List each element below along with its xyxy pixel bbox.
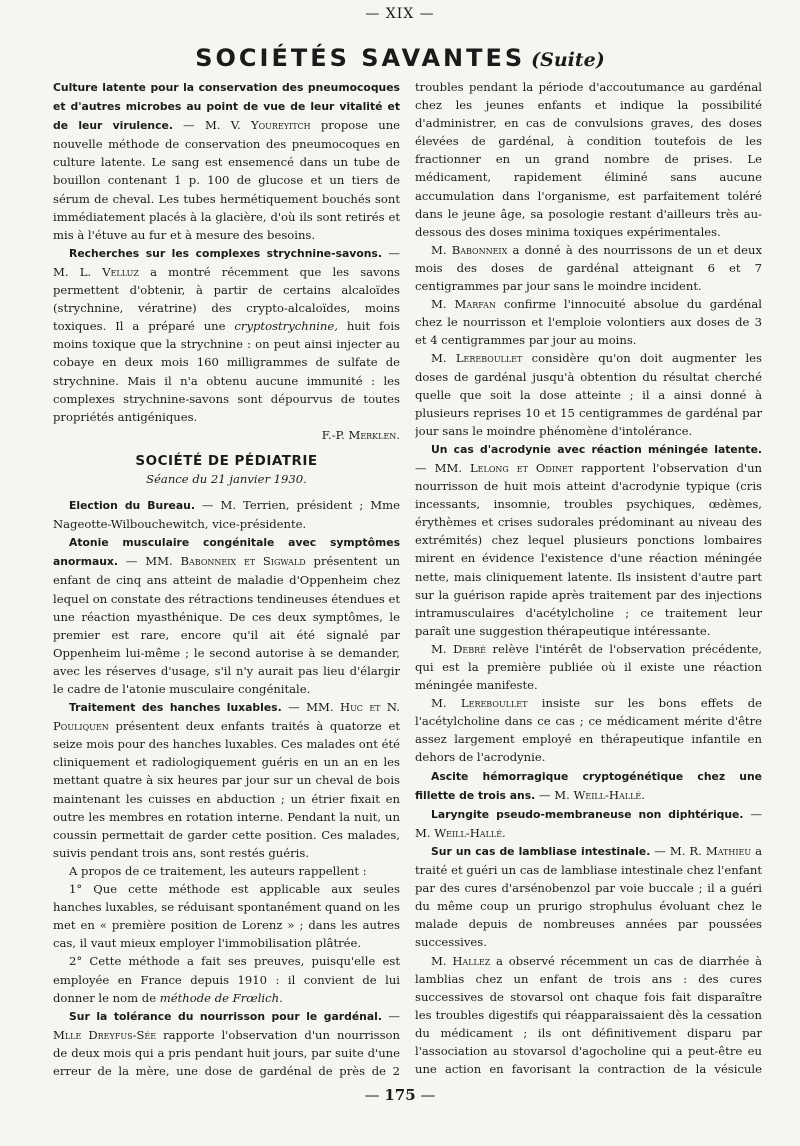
entry-author: MM. Huc et N. Pouliquen — [53, 700, 400, 734]
entry-author: M. Weill-Hallé. — [415, 825, 506, 840]
entry-election-bureau: Election du Bureau. — M. Terrien, président ; Mme Nageotte-Wilbouchewitch, vice-présidente. — [53, 498, 400, 532]
section-title: SOCIÉTÉ DE PÉDIATRIE — [135, 452, 318, 469]
entry-author: M. V. Youreyitch — [204, 118, 311, 133]
entry-heading: Sur un cas de lambliase intestinale. — [431, 844, 651, 858]
entry-text: relève l'intérêt de l'observation précédente, qui est la première publiée où il existe une réaction méningée manifeste. — [415, 641, 762, 693]
roman-folio: — XIX — — [365, 6, 435, 22]
entry-text: 2° Cette méthode a fait ses preuves, puisqu'elle est employée en France depuis 1910 : il convient de lui donner le nom de — [53, 954, 400, 1005]
entry-text: a traité et guéri un cas de lambliase intestinale chez l'enfant par des cures d'arsénobenzol par voie buccale ; il a guéri du même coup un prurigo strophulus évoluant chez le malade depuis de nombreuses années par poussées successives. — [415, 843, 762, 950]
entry-italic-term: cryptostrychnine, — [234, 319, 338, 334]
entry-text: présentent un enfant de cinq ans atteint de maladie d'Oppenheim chez lequel on constate des rétractions tendineuses étendues et une réaction myasthénique. De ces deux symptômes, le premier est rare, encore qu'il ait été signalé par Oppenheim lui-même ; le second autorise à se demander, avec les réserves d'usage, s'il n'y aurait pas lieu d'élargir le cadre de l'atonie musculaire congénitale. — [53, 554, 400, 696]
entry-strychnine-savons: Recherches sur les complexes strychnine-savons. — M. L. Velluz a montré récemment que les savons permettent d'obtenir, à partir de certains alcaloïdes (strychnine, vératrine) des crypto-alcaloïdes, moins toxiques. Il a préparé une cryptostrychnine, huit fois moins toxique que la strychnine : on peut ainsi injecter au cobaye en deux mois 160 milligrammes de sulfate de strychnine. Mais il n'a obtenu aucune immunité : les complexes strychnine-savons sont dépourvus de toutes propriétés antigéniques. — [53, 245, 400, 424]
entry-italic-term: méthode de Frœlich. — [159, 990, 283, 1005]
entry-culture-latente: Culture latente pour la conservation des pneumocoques et d'autres microbes au point de vue de leur vitalité et de leur virulence. — M. V. Youreyitch propose une nouvelle méthode de conservation des pneumocoques en culture latente. Le sang est ensemencé dans un tube de bouillon contenant 1 p. 100 de glucose et un tiers de sérum de cheval. Les tubes hermétiquement bouchés sont immédiatement placés à la glacière, d'où ils sont retirés et mis à l'étuve au fur et à mesure des besoins. — [53, 81, 400, 242]
page-number-value: 175 — [384, 1086, 416, 1104]
entry-text: Mme Nageotte-Wilbouchewitch, vice-présidente. — [53, 498, 400, 532]
entry-marfan — [415, 295, 762, 349]
entry-author: M. L. Velluz — [53, 264, 139, 279]
entry-heading: Sur la tolérance du nourrisson pour le gardénal. — [69, 1009, 382, 1023]
entry-text: rapporte l'observation d'un nourrisson de deux mois qui a pris pendant huit jours, par suite d'une erreur de la mère, une dose de gardénal de près de 2 — [53, 1027, 400, 1078]
entry-text: présentent deux enfants traités à quatorze et seize mois pour des hanches luxables. Ces malades ont été cliniquement et radiologiquement guéris en un an en les mettant quatre à six heures par jour sur un cheval de bois maintenant les cuisses en abduction ; un étrier fixait en outre les membres en rotation interne. Pendant la nuit, un coussin permettait de garder cette position. Ces malades, suivis pendant trois ans, sont restés guéris. — [53, 719, 400, 860]
entry-lambliase: Sur un cas de lambliase intestinale. — M. R. Mathieu a traité et guéri un cas de lambliase intestinale chez l'enfant par des cures d'arsénobenzol par voie buccale ; il a guéri du même coup un prurigo strophulus évoluant chez le malade depuis de nombreuses années par poussées successives. — [415, 843, 762, 950]
entry-text: a donné à des nourrissons de un et deux mois des doses de gardénal atteignant 6 et 7 centigrammes par jour sans le moindre incident. — [415, 242, 762, 294]
page-title — [0, 44, 800, 72]
entry-text: a montré récemment que les savons permettent d'obtenir, à partir de certains alcaloïdes (strychnine, vératrine) des crypto-alcaloïdes, moins toxiques. Il a préparé une — [53, 264, 400, 334]
entry-author: M. Debré — [431, 641, 486, 656]
entry-heading: Recherches sur les complexes strychnine-savons. — [69, 246, 382, 260]
entry-text: considère qu'on doit augmenter les doses de gardénal jusqu'à obtention du résultat cherché quelle que soit la dose atteinte ; il a ainsi donné à plusieurs reprises 10 et 15 centigrammes de gardénal par jour sans le moindre phénomène d'intolérance. — [415, 351, 762, 438]
entry-hallez — [415, 952, 762, 1079]
entry-text: M. Terrien, président ; — [220, 498, 364, 513]
entry-text: huit fois moins toxique que la strychnine : on peut ainsi injecter au cobaye en deux mois 160 milligrammes de sulfate de strychnine. Mais il n'a obtenu aucune immunité : les complexes strychnine-savons sont dépourvus de toutes propriétés antigéniques. — [53, 319, 400, 424]
entry-heading: Culture latente pour la conservation des pneumocoques et d'autres microbes au point de vue de leur vitalité et de leur virulence. — [53, 81, 400, 133]
page-number: — 175 — — [364, 1086, 436, 1104]
paragraph — [53, 952, 400, 1006]
paragraph: A propos de ce traitement, les auteurs rappellent : — [69, 863, 367, 878]
entry-text: confirme l'innocuité absolue du gardénal chez le nourrisson et l'emploie volontiers aux doses de 3 et 4 centigrammes par jour au moins. — [415, 297, 762, 348]
entry-author: M. Marfan — [431, 297, 496, 312]
entry-lereboullet-2 — [415, 694, 762, 766]
entry-text: insiste sur les bons effets de l'acétylcholine dans ce cas ; ce médicament mérite d'être assez largement employé en thérapeutique infantile en dehors de l'acrodynie. — [415, 696, 762, 765]
entry-babonneix — [415, 241, 762, 295]
paragraph: 1° Que cette méthode est applicable aux seules hanches luxables, se réduisant spontanément quand on les met en « première position de Lorenz » ; dans les autres cas, il vaut mieux employer l'immobilisation plâtrée. — [53, 882, 400, 951]
entry-author: MM. Lelong et Odinet — [434, 460, 574, 475]
paragraph: troubles pendant la période d'accoutumance au gardénal chez les jeunes enfants et indique la possibilité d'administrer, en cas de convulsions graves, des doses élevées de gardénal, à condition toutefois de les fractionner en un grand nombre de prises. Le médicament, rapidement éliminé sans aucune accumulation dans l'organisme, est parfaitement toléré dans le jeune âge, sa posologie restant d'ailleurs très au-dessous des doses minima toxiques expérimentales. — [415, 80, 762, 239]
entry-heading: Un cas d'acrodynie avec réaction méningée latente. — [431, 442, 762, 456]
entry-heading: Laryngite pseudo-membraneuse non diphtérique. — [431, 807, 744, 821]
section-date: Séance du 21 janvier 1930. — [146, 471, 307, 486]
entry-author: Mlle Dreyfus-Sée — [53, 1027, 157, 1042]
entry-author: M. Lereboullet — [431, 696, 528, 711]
entry-author: M. R. Mathieu — [669, 843, 752, 858]
signature: F.-P. Merklen. — [321, 427, 400, 442]
entry-hanches-luxables: Traitement des hanches luxables. — MM. Huc et N. Pouliquen présentent deux enfants traités à quatorze et seize mois pour des hanches luxables. Ces malades ont été cliniquement et radiologiquement guéris en un an en les mettant quatre à six heures par jour sur un cheval de bois maintenant les cuisses en abduction ; un étrier fixait en outre les membres en rotation interne. Pendant la nuit, un coussin permettait de garder cette position. Ces malades, suivis pendant trois ans, sont restés guéris. — [53, 700, 400, 860]
left-column — [53, 78, 400, 1078]
entry-text: a observé récemment un cas de diarrhée à lamblias chez un enfant de trois ans : des cures successives de stovarsol ont chaque fois fait disparaître les troubles digestifs qui réapparaissaient dès la cessation du médicament ; ils ont définitivement disparu par l'association au stovarsol d'agocholine qui a peut-être eu une action en favorisant la contraction de la vésicule — [415, 953, 762, 1077]
entry-text: propose une nouvelle méthode de conservation des pneumocoques en culture latente. Le sang est ensemencé dans un tube de bouillon contenant 1 p. 100 de glucose et un tiers de sérum de cheval. Les tubes hermétiquement bouchés sont immédiatement placés à la glacière, d'où ils sont retirés et mis à l'étuve au fur et à mesure des besoins. — [53, 118, 400, 242]
entry-author: M. Hallez — [431, 953, 491, 968]
entry-author: M. Babonneix — [431, 242, 508, 257]
entry-laryngite: Laryngite pseudo-membraneuse non diphtérique. — M. Weill-Hallé. — [415, 806, 762, 840]
entry-atonie-musculaire: Atonie musculaire congénitale avec symptômes anormaux. — MM. Babonneix et Sigwald présentent un enfant de cinq ans atteint de maladie d'Oppenheim chez lequel on constate des rétractions tendineuses étendues et une réaction myasthénique. De ces deux symptômes, le premier est rare, encore qu'il ait été signalé par Oppenheim lui-même ; le second autorise à se demander, avec les réserves d'usage, s'il n'y aurait pas lieu d'élargir le cadre de l'atonie musculaire congénitale. — [53, 536, 400, 696]
entry-heading: Atonie musculaire congénitale avec symptômes anormaux. — [53, 536, 400, 569]
title-suite: (Suite) — [531, 49, 605, 71]
entry-author: M. Weill-Hallé. — [554, 787, 645, 802]
entry-text: rapportent l'observation d'un nourrisson de huit mois atteint d'acrodynie typique (cris incessants, insomnie, troubles psychiques, œdèmes, érythèmes et crises sudorales prédominant au niveau des extrémités) chez lequel plusieurs ponctions lombaires mirent en évidence l'existence d'une réaction méningée nette, mais cliniquement latente. Ils insistent d'autre part sur la guérison rapide après traitement par des injections intramusculaires d'acétylcholine ; ce traitement leur paraît une suggestion thérapeutique intéressante. — [415, 460, 762, 638]
entry-author: MM. Babonneix et Sigwald — [145, 554, 306, 569]
entry-acrodynie: Un cas d'acrodynie avec réaction méningée latente. — MM. Lelong et Odinet rapportent l'observation d'un nourrisson de huit mois atteint d'acrodynie typique (cris incessants, insomnie, troubles psychiques, œdèmes, érythèmes et crises sudorales prédominant au niveau des extrémités) chez lequel plusieurs ponctions lombaires mirent en évidence l'existence d'une réaction méningée nette, mais cliniquement latente. Ils insistent d'autre part sur la guérison rapide après traitement par des injections intramusculaires d'acétylcholine ; ce traitement leur paraît une suggestion thérapeutique intéressante. — [415, 442, 762, 638]
title-text: SOCIÉTÉS SAVANTES — [195, 44, 526, 72]
entry-heading: Ascite hémorragique cryptogénétique chez une fillette de trois ans. — [415, 769, 762, 802]
right-column — [415, 78, 762, 1078]
entry-heading: Traitement des hanches luxables. — [69, 701, 282, 715]
entry-author: M. Lereboullet — [431, 351, 523, 366]
entry-lereboullet — [415, 349, 762, 439]
entry-heading: Election du Bureau. — [69, 499, 195, 513]
entry-ascite: Ascite hémorragique cryptogénétique chez une fillette de trois ans. — M. Weill-Hallé. — [415, 769, 762, 802]
entry-debre — [415, 640, 762, 694]
entry-tolerance-gardenal: Sur la tolérance du nourrisson pour le gardénal. — Mlle Dreyfus-Sée rapporte l'observation d'un nourrisson de deux mois qui a pris pendant huit jours, par suite d'une erreur de la mère, une dose de gardénal de près de 2 — [53, 1007, 400, 1078]
